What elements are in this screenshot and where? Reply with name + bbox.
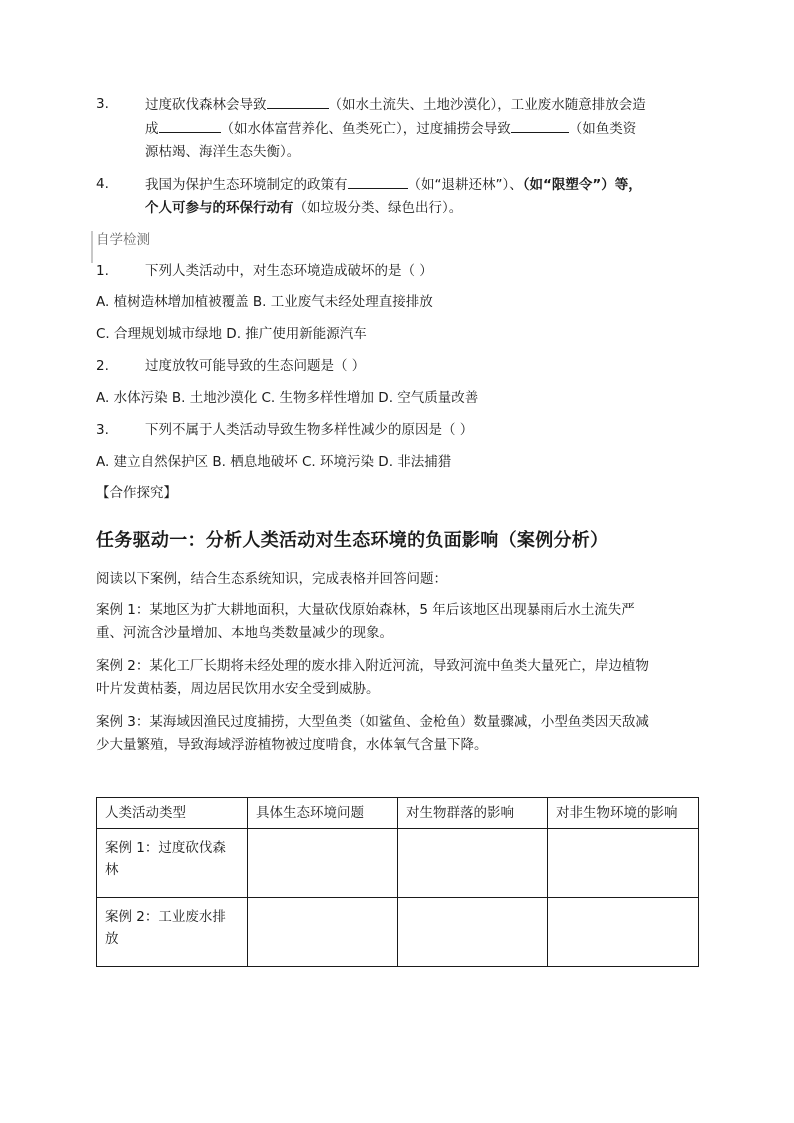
answer-cell[interactable]: [398, 829, 548, 898]
answer-blank[interactable]: [348, 174, 408, 189]
question-options: A. 建立自然保护区 B. 栖息地破坏 C. 环境污染 D. 非法捕猎: [96, 454, 452, 470]
case-text: 案例 1：某地区为扩大耕地面积，大量砍伐原始森林，5 年后该地区出现暴雨后水土流失严: [96, 602, 635, 618]
answer-blank[interactable]: [159, 118, 221, 133]
case-text: 案例 2：某化工厂长期将未经处理的废水排入附近河流，导致河流中鱼类大量死亡，岸边植物: [96, 658, 649, 674]
question-number: 3.: [96, 422, 109, 438]
table-header-cell: 对非生物环境的影响: [548, 798, 699, 829]
table-header-cell: 具体生态环境问题: [248, 798, 398, 829]
table-row: [97, 898, 699, 967]
answer-cell[interactable]: [248, 898, 398, 967]
question-stem: 过度放牧可能导致的生态问题是（ ）: [145, 358, 366, 374]
fill-item-3-line-2: 成 （如水体富营养化、鱼类死亡），过度捕捞会导致 （如鱼类资: [145, 118, 636, 139]
answer-cell[interactable]: [548, 829, 699, 898]
case-text: 叶片发黄枯萎，周边居民饮用水安全受到威胁。: [96, 681, 380, 697]
fill-item-4-line-1: 我国为保护生态环境制定的政策有 （如“退耕还林”）、（如“限塑令”）等，: [145, 174, 642, 195]
case-text: 少大量繁殖，导致海域浮游植物被过度啃食，水体氧气含量下降。: [96, 737, 488, 753]
cooperation-label: 【合作探究】: [96, 485, 177, 501]
table-row: [97, 829, 699, 898]
answer-cell[interactable]: [548, 898, 699, 967]
task-heading: 任务驱动一：分析人类活动对生态环境的负面影响（案例分析）: [96, 530, 609, 551]
answer-cell[interactable]: [248, 829, 398, 898]
case-text: 重、河流含沙量增加、本地鸟类数量减少的现象。: [96, 625, 393, 641]
fill-item-4-line-2: 个人可参与的环保行动有（如垃圾分类、绿色出行）。: [145, 200, 463, 216]
fill-item-3-line-3: 源枯竭、海洋生态失衡）。: [145, 144, 301, 160]
question-options: A. 水体污染 B. 土地沙漠化 C. 生物多样性增加 D. 空气质量改善: [96, 390, 479, 406]
item-number: 4.: [96, 176, 109, 192]
question-options: C. 合理规划城市绿地 D. 推广使用新能源汽车: [96, 326, 367, 342]
question-options: A. 植树造林增加植被覆盖 B. 工业废气未经处理直接排放: [96, 294, 433, 310]
answer-cell[interactable]: [398, 898, 548, 967]
table-header-cell: 人类活动类型: [97, 798, 248, 829]
table-header-row: [97, 798, 699, 829]
answer-blank[interactable]: [511, 118, 569, 133]
question-stem: 下列不属于人类活动导致生物多样性减少的原因是（ ）: [145, 422, 474, 438]
case-text: 案例 3：某海域因渔民过度捕捞，大型鱼类（如鲨鱼、金枪鱼）数量骤减，小型鱼类因天敌减: [96, 714, 649, 730]
analysis-table: [96, 797, 699, 967]
question-number: 1.: [96, 263, 109, 279]
fill-item-3-line-1: 过度砍伐森林会导致 （如水土流失、土地沙漠化），工业废水随意排放会造: [145, 94, 646, 115]
table-header-cell: 对生物群落的影响: [398, 798, 548, 829]
item-number: 3.: [96, 96, 109, 112]
question-stem: 下列人类活动中，对生态环境造成破坏的是（ ）: [145, 263, 433, 279]
task-intro: 阅读以下案例，结合生态系统知识，完成表格并回答问题：: [96, 571, 447, 587]
section-divider: [91, 231, 93, 263]
answer-blank[interactable]: [267, 94, 329, 109]
self-test-title: 自学检测: [96, 232, 150, 248]
table-cell: 案例 1：过度砍伐森林: [97, 829, 248, 898]
table-cell: 案例 2：工业废水排放: [97, 898, 248, 967]
question-number: 2.: [96, 358, 109, 374]
